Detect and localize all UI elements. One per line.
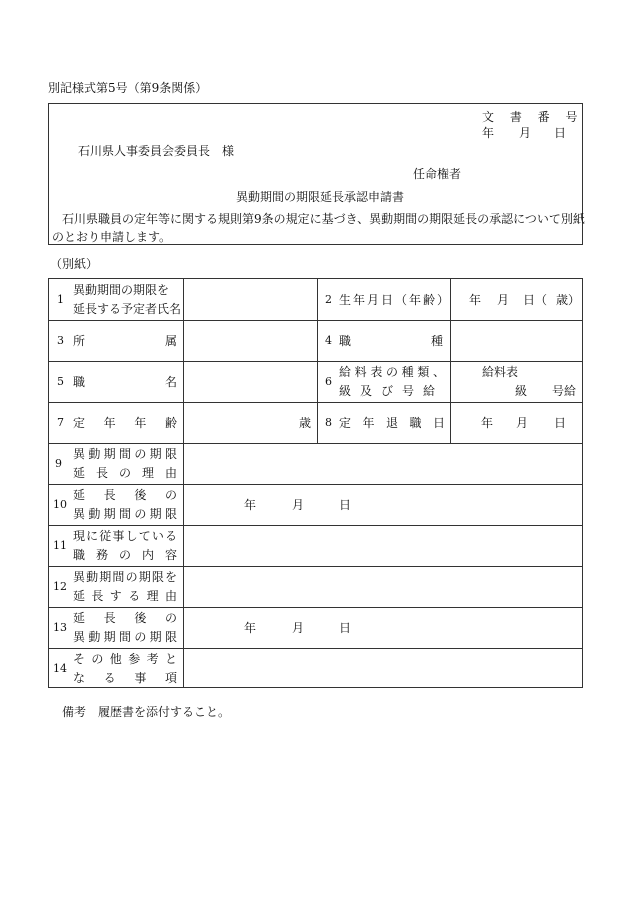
row-number: 9 — [55, 457, 62, 470]
row-number: 11 — [53, 539, 67, 552]
row-number: 2 — [325, 293, 332, 306]
document-number-label: 文 書 番 号 — [482, 110, 584, 124]
row-number: 8 — [325, 416, 332, 429]
remarks: 備考 履歴書を添付すること。 — [62, 705, 231, 719]
form-number: 別記様式第5号（第9条関係） — [48, 81, 208, 95]
deadline-day: 日 — [339, 498, 352, 512]
appointer-label: 任命権者 — [413, 167, 462, 181]
row-number: 13 — [53, 621, 67, 634]
detail-table — [48, 278, 583, 688]
annex-label: （別紙） — [50, 257, 99, 271]
row-number: 3 — [57, 334, 64, 347]
label-extended-deadline: 延長後の 異動期間の期限 — [73, 488, 177, 521]
date-year: 年 — [482, 126, 495, 140]
application-box — [48, 103, 583, 245]
row-number: 6 — [325, 375, 332, 388]
row-number: 4 — [325, 334, 332, 347]
label-retirement-date: 定年退職日 — [339, 416, 445, 430]
retire-year: 年 — [481, 416, 494, 430]
row-number: 7 — [57, 416, 64, 429]
date-day: 日 — [554, 126, 567, 140]
label-applicant-name: 異動期間の期限を 延長する予定者氏名 — [73, 283, 182, 316]
label-other-notes: その他参考と なる事項 — [73, 652, 177, 685]
birth-day: 日（ — [523, 293, 548, 307]
grade-label: 級 — [515, 384, 528, 398]
body-text-line2: のとおり申請します。 — [52, 230, 172, 244]
deadline-month: 月 — [292, 498, 305, 512]
date-month: 月 — [519, 126, 532, 140]
label-affiliation-1: 所 — [73, 334, 86, 348]
deadline2-day: 日 — [339, 621, 352, 635]
label-position-1: 職 — [73, 375, 86, 389]
label-retirement-age: 定年年齢 — [73, 416, 177, 430]
salary-table-label: 給料表 — [482, 365, 519, 379]
deadline2-year: 年 — [244, 621, 257, 635]
label-job-type-1: 職 — [339, 334, 352, 348]
row-number: 12 — [53, 580, 67, 593]
birth-year: 年 — [469, 293, 482, 307]
step-label: 号給 — [552, 384, 577, 398]
label-extension-reason-2: 異動期間の期限を 延長する理由 — [73, 570, 177, 603]
label-extension-reason: 異動期間の期限 延長の理由 — [73, 447, 177, 480]
retire-day: 日 — [554, 416, 567, 430]
row-number: 5 — [57, 375, 64, 388]
age-unit: 歳 — [299, 416, 312, 430]
row-number: 10 — [53, 498, 67, 511]
label-job-type-2: 種 — [431, 334, 444, 348]
row-number: 1 — [57, 293, 64, 306]
label-current-duties: 現に従事している 職務の内容 — [73, 529, 177, 562]
age-unit: 歳） — [556, 293, 581, 307]
deadline-year: 年 — [244, 498, 257, 512]
deadline2-month: 月 — [292, 621, 305, 635]
birth-month: 月 — [497, 293, 510, 307]
label-salary-grade: 給料表の種類、 級及び号給 — [339, 365, 445, 398]
body-text-line1: 石川県職員の定年等に関する規則第9条の規定に基づき、異動期間の期限延長の承認について別紙 — [62, 212, 585, 226]
addressee: 石川県人事委員会委員長 様 — [78, 144, 235, 158]
label-position-2: 名 — [165, 375, 178, 389]
label-birthdate: 生年月日（年齢） — [339, 293, 452, 307]
label-extended-deadline-2: 延長後の 異動期間の期限 — [73, 611, 177, 644]
row-number: 14 — [53, 662, 67, 675]
retire-month: 月 — [516, 416, 529, 430]
label-affiliation-2: 属 — [165, 334, 178, 348]
document-title: 異動期間の期限延長承認申請書 — [236, 190, 405, 204]
